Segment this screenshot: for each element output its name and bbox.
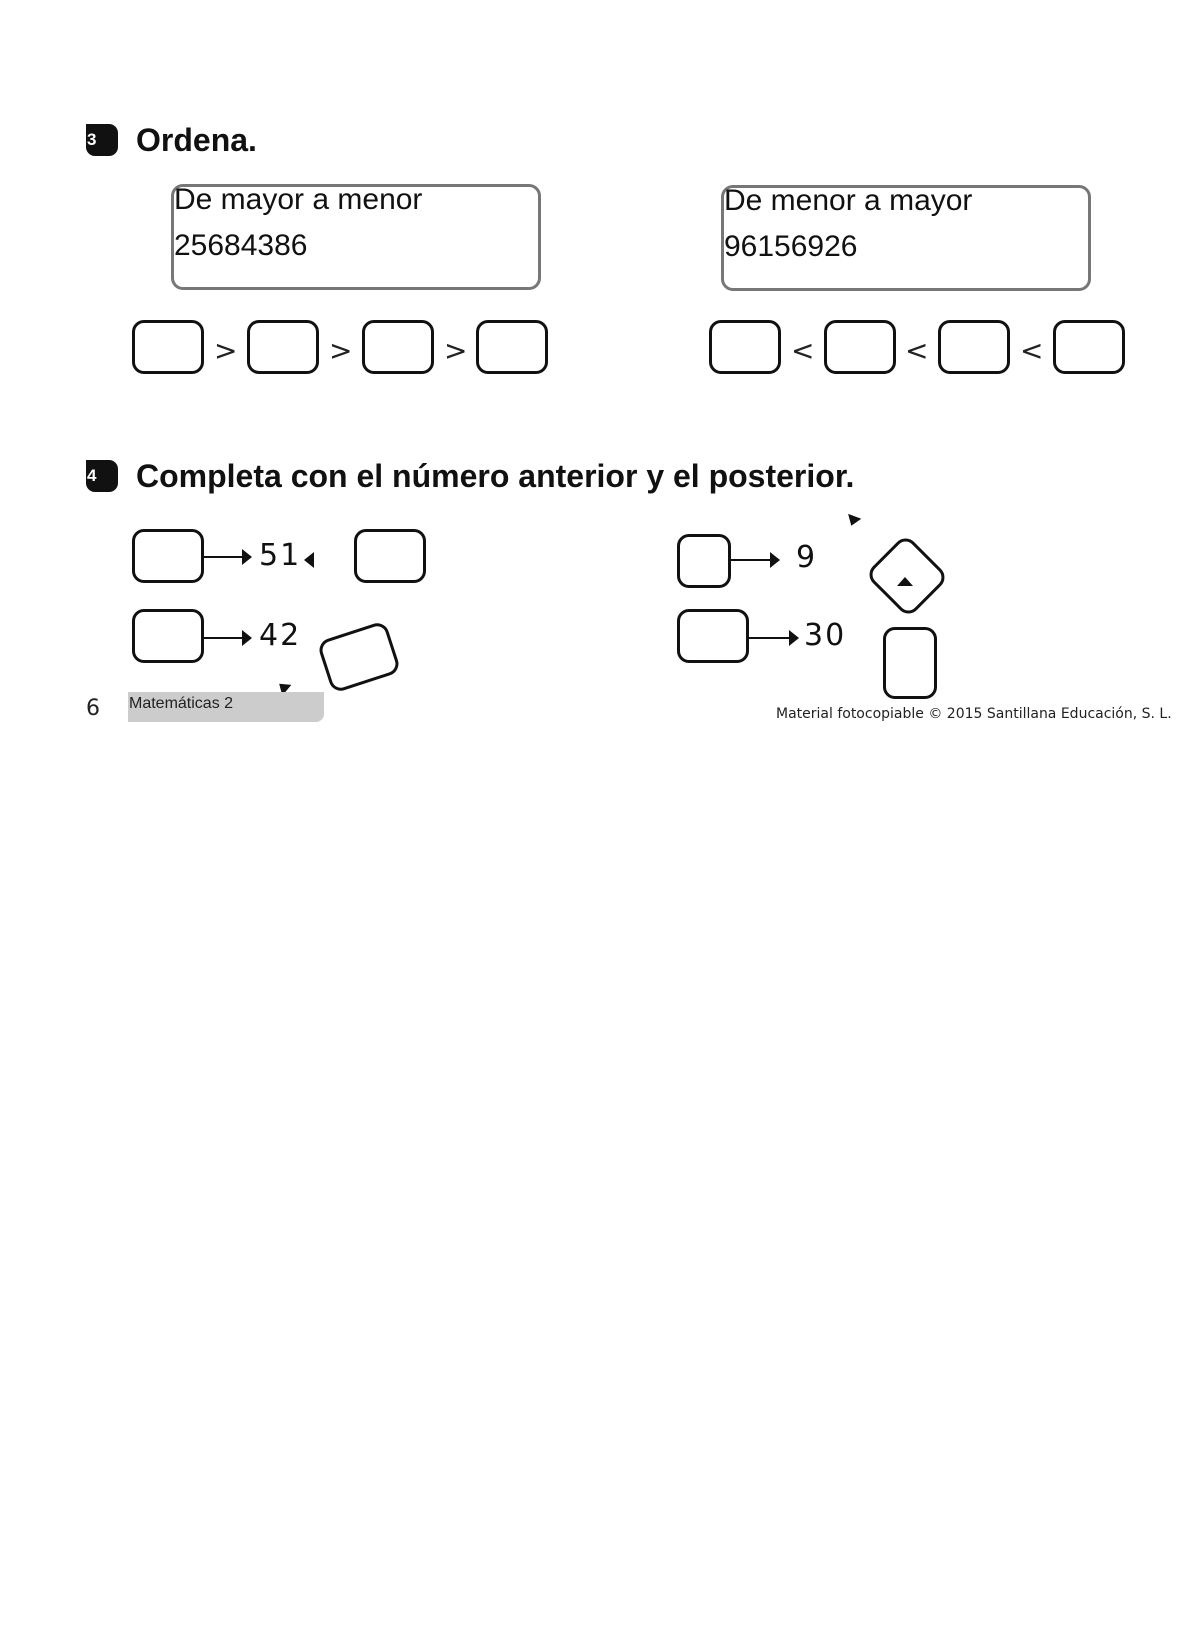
arrow-up-icon <box>897 577 913 586</box>
previous-number-box[interactable] <box>132 609 204 663</box>
previous-number-box[interactable] <box>677 609 749 663</box>
next-number-box[interactable] <box>316 620 401 694</box>
given-number: 51 <box>259 538 302 573</box>
arrow-right-icon <box>204 637 248 639</box>
book-title: Matemáticas 2 <box>129 695 234 712</box>
order-asc-box-2[interactable] <box>824 320 896 374</box>
given-number: 42 <box>259 618 302 653</box>
right-box-heading: De menor a mayor <box>724 184 973 217</box>
arrow-right-icon <box>749 637 795 639</box>
greater-than-symbol: > <box>214 334 238 367</box>
less-than-symbol: < <box>1020 334 1044 367</box>
given-number: 9 <box>796 540 818 575</box>
arrow-right-icon <box>204 556 248 558</box>
greater-than-symbol: > <box>444 334 468 367</box>
next-number-box[interactable] <box>865 534 950 619</box>
left-box-heading: De mayor a menor <box>174 183 423 216</box>
order-asc-box-1[interactable] <box>709 320 781 374</box>
order-asc-box-4[interactable] <box>1053 320 1125 374</box>
order-desc-box-3[interactable] <box>362 320 434 374</box>
exercise-3-number: 3 <box>86 124 118 156</box>
greater-than-symbol: > <box>329 334 353 367</box>
copyright-notice: Material fotocopiable © 2015 Santillana Educación, S. L. <box>776 706 1172 722</box>
previous-number-box[interactable] <box>677 534 731 588</box>
order-asc-box-3[interactable] <box>938 320 1010 374</box>
arrow-right-icon <box>730 559 776 561</box>
right-given-box <box>721 185 1091 291</box>
left-given-box <box>171 184 541 290</box>
given-number: 30 <box>804 618 847 653</box>
arrow-left-icon <box>304 552 314 568</box>
less-than-symbol: < <box>791 334 815 367</box>
next-number-box[interactable] <box>883 627 937 699</box>
left-box-numbers: 25684386 <box>174 229 308 262</box>
next-number-box[interactable] <box>354 529 426 583</box>
page-number: 6 <box>86 696 100 721</box>
exercise-4-title: Completa con el número anterior y el posterior. <box>136 458 855 494</box>
order-desc-box-1[interactable] <box>132 320 204 374</box>
exercise-3-title: Ordena. <box>136 122 257 158</box>
order-desc-box-2[interactable] <box>247 320 319 374</box>
arrow-up-icon <box>845 514 862 528</box>
order-desc-box-4[interactable] <box>476 320 548 374</box>
right-box-numbers: 96156926 <box>724 230 858 263</box>
exercise-4-number: 4 <box>86 460 118 492</box>
previous-number-box[interactable] <box>132 529 204 583</box>
less-than-symbol: < <box>905 334 929 367</box>
